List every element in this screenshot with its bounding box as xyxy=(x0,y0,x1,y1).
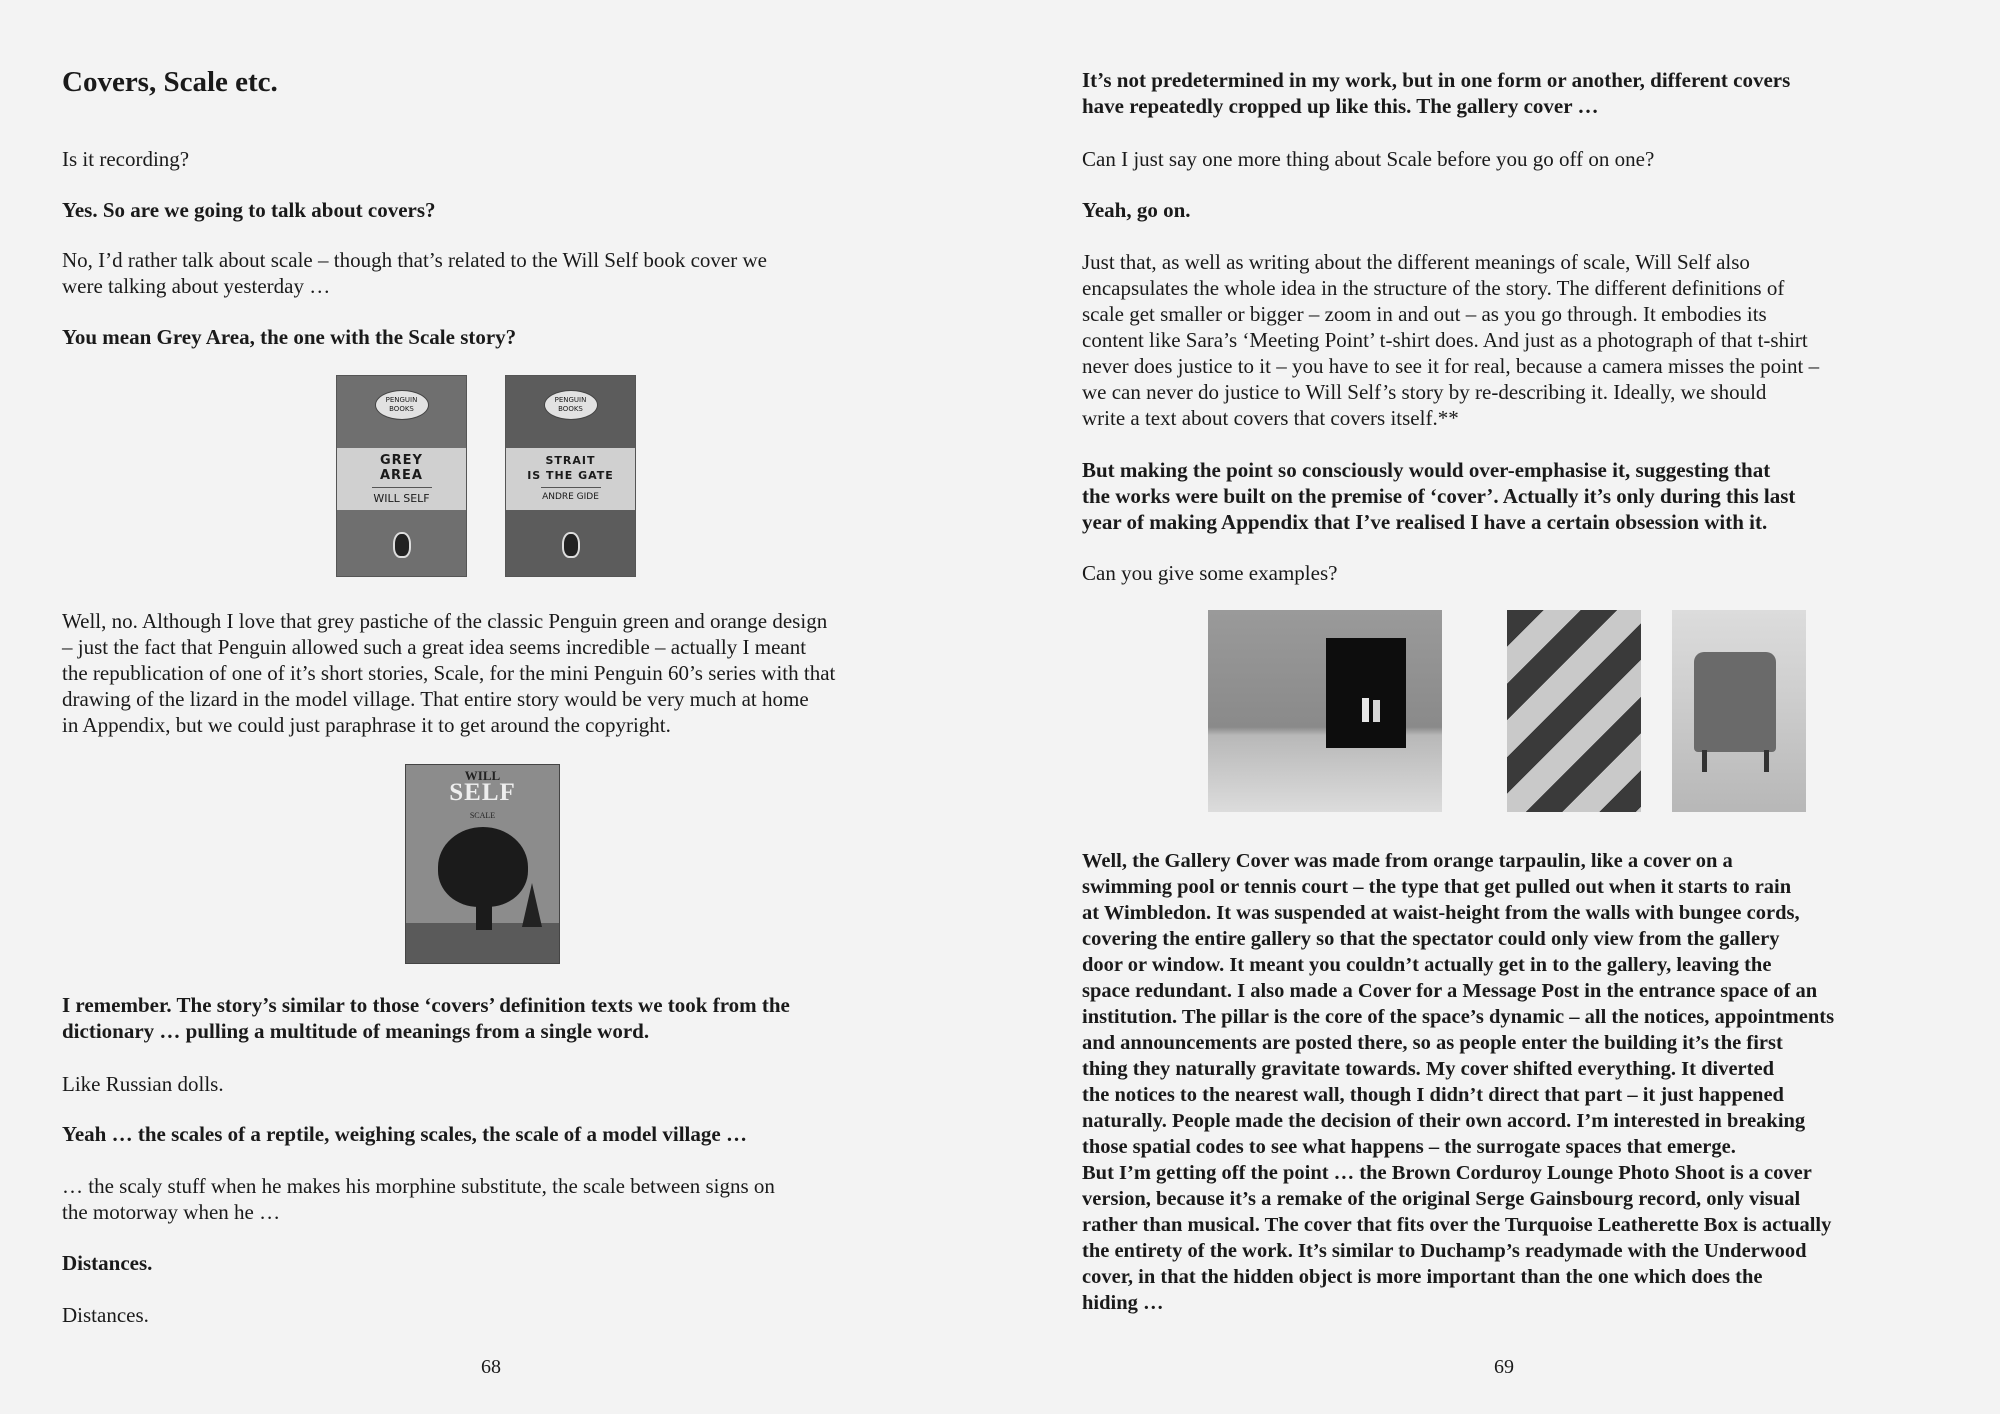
person-figure xyxy=(1362,698,1369,722)
penguin-logo-icon xyxy=(393,532,411,558)
cover-author-first: WILL xyxy=(464,768,501,783)
person-figure xyxy=(1373,700,1380,722)
paragraph: Yes. So are we going to talk about covers? xyxy=(62,198,436,222)
paragraph: Like Russian dolls. xyxy=(62,1072,224,1096)
page-number: 68 xyxy=(481,1356,501,1378)
paragraph: Well, no. Although I love that grey pastiche of the classic Penguin green and orange design – just the fact that Penguin allowed such a great idea seems incredible – actually I meant the republication of one of it’s short stories, Scale, for the mini Penguin 60’s series with that drawing of the lizard in the model village. That entire story would be very much at home in Appendix, but we could just paraphrase it to get around the copyright. xyxy=(62,609,836,737)
paragraph: It’s not predetermined in my work, but in one form or another, different covers have repeatedly cropped up like this. The gallery cover … xyxy=(1082,68,1791,118)
cover-author: WILL SELF xyxy=(372,487,432,505)
church-spire-illustration xyxy=(522,883,542,927)
cover-band xyxy=(506,448,635,510)
striped-pillar-photo xyxy=(1507,610,1641,812)
paragraph: Distances. xyxy=(62,1251,153,1275)
paragraph: Yeah, go on. xyxy=(1082,198,1191,222)
penguin-badge: PENGUIN BOOKS xyxy=(375,390,429,420)
paragraph: … the scaly stuff when he makes his morphine substitute, the scale between signs on the motorway when he … xyxy=(62,1174,775,1224)
cover-band xyxy=(337,448,466,510)
grey-area-book-cover xyxy=(336,375,467,577)
covered-box xyxy=(1694,652,1776,752)
gallery-doorway-photo xyxy=(1208,610,1442,812)
paragraph: Is it recording? xyxy=(62,147,190,171)
cover-title: GREY AREA xyxy=(379,453,423,483)
cover-author-last: SELF xyxy=(449,779,516,806)
paragraph: Can you give some examples? xyxy=(1082,561,1338,585)
box-leg xyxy=(1702,750,1707,772)
page-number: 69 xyxy=(1494,1356,1514,1378)
paragraph: But making the point so consciously would over-emphasise it, suggesting that the works were built on the premise of ‘cover’. Actually it’s only during this last year of making Appendix that I’ve realised I have a certain obsession with it. xyxy=(1082,458,1796,534)
dark-doorway xyxy=(1326,638,1406,748)
box-leg xyxy=(1764,750,1769,772)
paragraph: You mean Grey Area, the one with the Scale story? xyxy=(62,325,517,349)
penguin-logo-icon xyxy=(562,532,580,558)
paragraph: Well, the Gallery Cover was made from orange tarpaulin, like a cover on a swimming pool or tennis court – the type that get pulled out when it starts to rain at Wimbledon. It was suspended at waist-height from the walls with bungee cords, covering the entire gallery so that the spectator could only view from the gallery door or window. It meant you couldn’t actually get in to the gallery, leaving the space redundant. I also made a Cover for a Message Post in the entrance space of an institution. The pillar is the core of the space’s dynamic – all the notices, appointments and announcements are posted there, so as people enter the building it’s the first thing they naturally gravitate towards. My cover shifted everything. It diverted the notices to the nearest wall, though I didn’t direct that part – it just happened naturally. People made the decision of their own accord. I’m interested in breaking those spatial codes to see what happens – the surrogate spaces that emerge. But I’m getting off the point … the Brown Corduroy Lounge Photo Shoot is a cover version, because it’s a remake of the original Serge Gainsbourg record, only visual rather than musical. The cover that fits over the Turquoise Leatherette Box is actually the entirety of the work. It’s similar to Duchamp’s readymade with the Underwood cover, in that the hidden object is more important than the one which does the hiding … xyxy=(1082,850,1835,1314)
paragraph: Just that, as well as writing about the different meanings of scale, Will Self also encapsulates the whole idea in the structure of the story. The different definitions of scale get smaller or bigger – zoom in and out – as you go through. It embodies its content like Sara’s ‘Meeting Point’ t-shirt does. And just as a photograph of that t-shirt never does justice to it – you have to see it for real, because a camera misses the point – we can never do justice to Will Self’s story by re-describing it. Ideally, we should write a text about covers that covers itself.** xyxy=(1082,250,1820,430)
page-title: Covers, Scale etc. xyxy=(62,66,278,98)
paragraph: Can I just say one more thing about Scale before you go off on one? xyxy=(1082,147,1655,171)
right-page xyxy=(1000,0,2000,1414)
tree-trunk-illustration xyxy=(476,900,492,930)
covered-box-photo xyxy=(1672,610,1806,812)
paragraph: Yeah … the scales of a reptile, weighing scales, the scale of a model village … xyxy=(62,1122,747,1146)
penguin-badge: PENGUIN BOOKS xyxy=(544,390,598,420)
paragraph: No, I’d rather talk about scale – though that’s related to the Will Self book cover we were talking about yesterday … xyxy=(62,248,767,298)
cover-title: SCALE xyxy=(469,811,496,820)
lizard-illustration xyxy=(438,827,528,907)
will-self-scale-book-cover xyxy=(405,764,560,964)
strait-is-the-gate-book-cover xyxy=(505,375,636,577)
paragraph: I remember. The story’s similar to those ‘covers’ definition texts we took from the dictionary … pulling a multitude of meanings from a single word. xyxy=(62,993,790,1043)
cover-title: STRAIT IS THE GATE xyxy=(527,454,614,482)
paragraph: Distances. xyxy=(62,1303,149,1327)
cover-author: ANDRE GIDE xyxy=(541,487,601,502)
